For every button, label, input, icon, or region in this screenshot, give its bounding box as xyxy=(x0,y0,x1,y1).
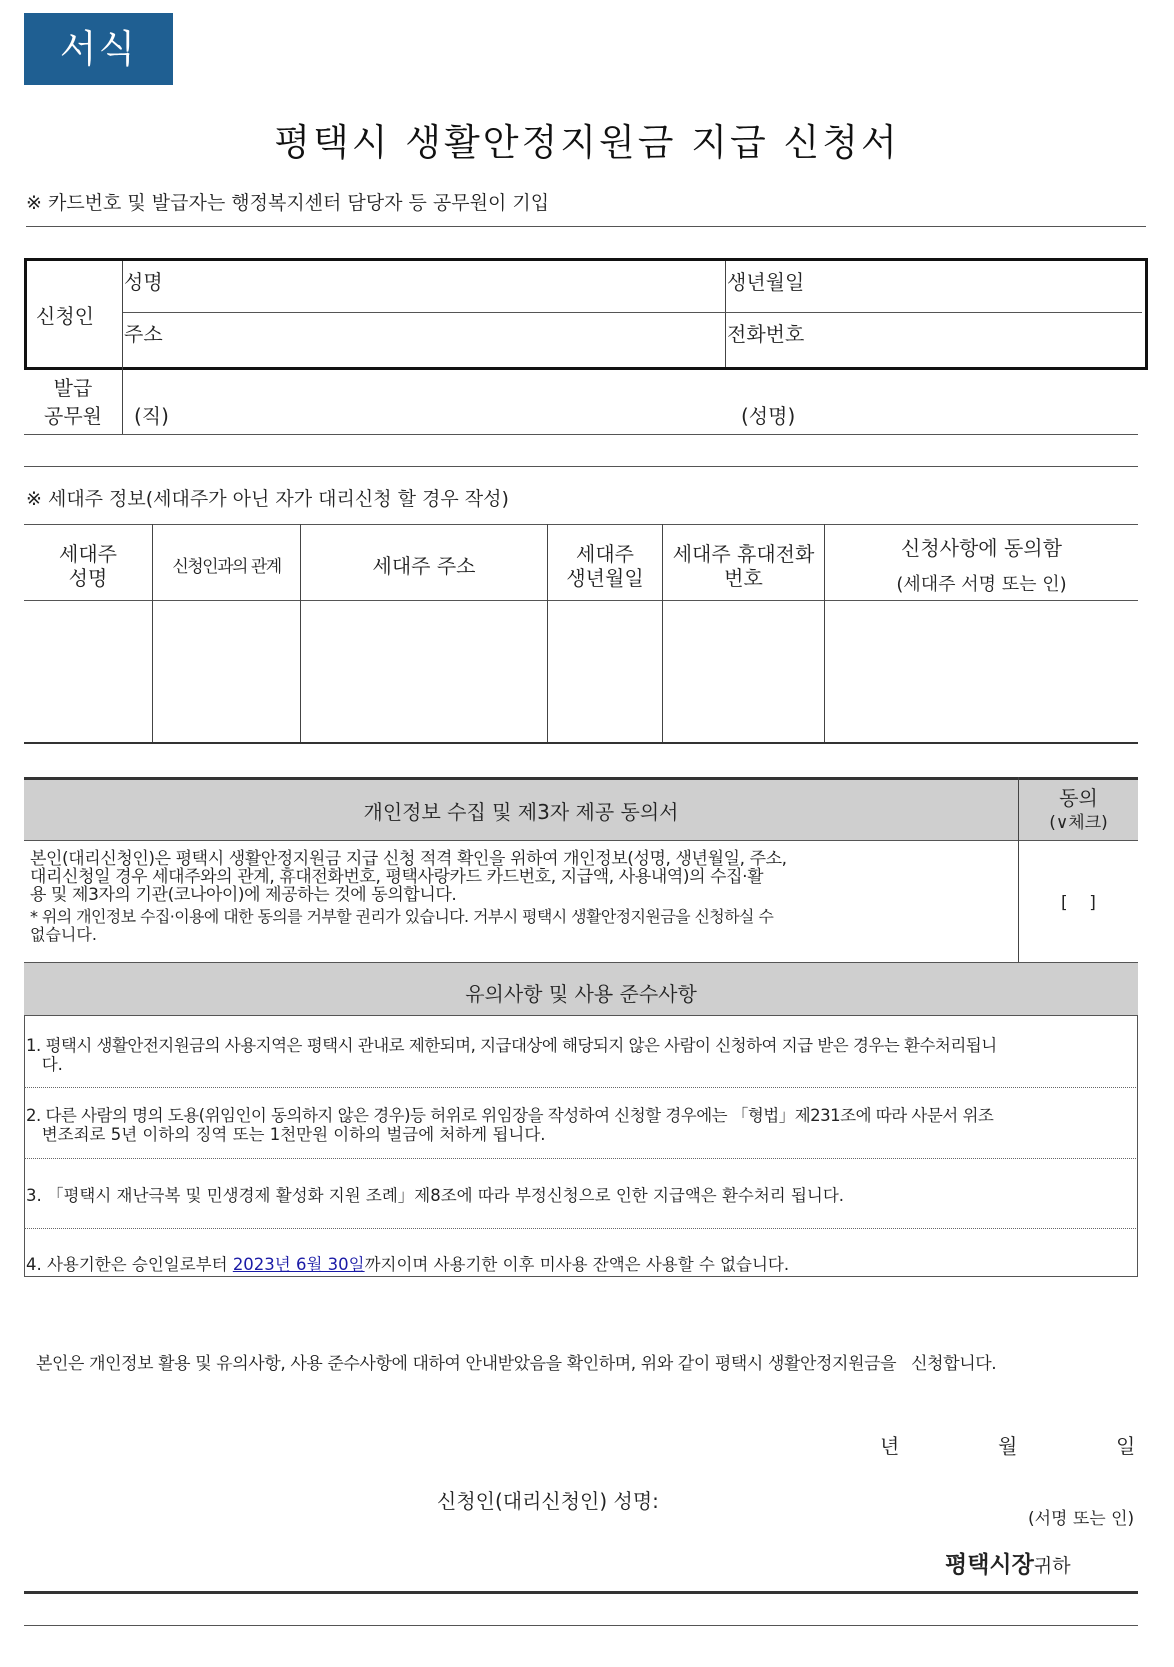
householder-signature-input[interactable] xyxy=(825,602,1138,742)
col-householder-name-1: 세대주 xyxy=(59,542,117,566)
consent-check-header-1: 동의 xyxy=(1059,786,1098,810)
phone-field-label[interactable]: 전화번호 xyxy=(727,322,805,346)
applicant-label: 신청인 xyxy=(36,304,94,328)
recipient-mayor: 평택시장 xyxy=(945,1552,1034,1578)
household-note: ※ 세대주 정보(세대주가 아닌 자가 대리신청 할 경우 작성) xyxy=(26,488,509,510)
householder-birth-input[interactable] xyxy=(548,602,662,742)
recipient-suffix: 귀하 xyxy=(1033,1555,1071,1577)
consent-text-2: 대리신청일 경우 세대주와의 관계, 휴대전화번호, 평택사랑카드 카드번호, 지급액, 사용내역)의 수집·활 xyxy=(30,867,764,887)
householder-address-input[interactable] xyxy=(301,602,547,742)
relationship-input[interactable] xyxy=(153,602,300,742)
col-householder-phone-1: 세대주 휴대전화 xyxy=(672,542,815,566)
col-householder-birth-2: 생년월일 xyxy=(566,566,644,590)
consent-text-5: 없습니다. xyxy=(30,925,97,944)
signature-label[interactable]: 신청인(대리신청인) 성명: xyxy=(437,1489,659,1513)
top-note: ※ 카드번호 및 발급자는 행정복지센터 담당자 등 공무원이 기입 xyxy=(26,192,550,214)
form-badge: 서식 xyxy=(24,13,173,85)
date-day[interactable]: 일 xyxy=(1116,1434,1136,1458)
usage-deadline-date: 2023년 6월 30일 xyxy=(232,1255,365,1274)
page-title: 평택시 생활안정지원금 지급 신청서 xyxy=(274,121,900,164)
col-householder-phone-2: 번호 xyxy=(724,566,763,590)
consent-text-3: 용 및 제3자의 기관(코나아이)에 제공하는 것에 동의합니다. xyxy=(30,885,457,905)
date-month[interactable]: 월 xyxy=(998,1434,1018,1458)
consent-checkbox[interactable]: [ ] xyxy=(1061,893,1096,913)
signature-hint: (서명 또는 인) xyxy=(1028,1509,1135,1529)
address-field-label[interactable]: 주소 xyxy=(124,322,163,346)
caution-4 xyxy=(26,1255,1134,1274)
applicant-box xyxy=(24,258,1148,370)
caution-1-line2: 다. xyxy=(26,1055,63,1074)
col-consent-2: (세대주 서명 또는 인) xyxy=(896,574,1067,595)
caution-1-line1: 1. 평택시 생활안전지원금의 사용지역은 평택시 관내로 제한되며, 지급대상에 해당되지 않은 사람이 신청하여 지급 받은 경우는 환수처리됩니 xyxy=(26,1036,997,1055)
divider xyxy=(26,226,1146,227)
caution-2-line2: 변조죄로 5년 이하의 징역 또는 1천만원 이하의 벌금에 처하게 됩니다. xyxy=(26,1125,546,1144)
col-householder-name-2: 성명 xyxy=(68,566,108,590)
issuer-name[interactable]: (성명) xyxy=(741,404,796,428)
col-householder-birth-1: 세대주 xyxy=(576,542,634,566)
col-relationship: 신청인과의 관계 xyxy=(172,557,281,577)
name-field-label[interactable]: 성명 xyxy=(124,270,163,294)
caution-4-prefix: 4. 사용기한은 승인일로부터 xyxy=(26,1255,233,1274)
consent-text-1: 본인(대리신청인)은 평택시 생활안정지원금 지급 신청 적격 확인을 위하여 개인정보(성명, 생년월일, 주소, xyxy=(30,849,787,869)
consent-header: 개인정보 수집 및 제3자 제공 동의서 xyxy=(363,800,679,824)
caution-3: 3. 「평택시 재난극복 및 민생경제 활성화 지원 조례」제8조에 따라 부정신청으로 인한 지급액은 환수처리 됩니다. xyxy=(26,1186,845,1205)
householder-phone-input[interactable] xyxy=(663,602,824,742)
birth-field-label[interactable]: 생년월일 xyxy=(727,270,805,294)
householder-name-input[interactable] xyxy=(24,602,152,742)
col-consent-1: 신청사항에 동의함 xyxy=(901,536,1062,560)
consent-check-header-2: (∨체크) xyxy=(1049,813,1108,833)
date-year[interactable]: 년 xyxy=(880,1434,900,1458)
issuer-label-1: 발급 xyxy=(53,376,93,400)
caution-4-suffix: 까지이며 사용기한 이후 미사용 잔액은 사용할 수 없습니다. xyxy=(364,1255,790,1274)
confirmation-statement: 본인은 개인정보 활용 및 유의사항, 사용 준수사항에 대하여 안내받았음을 확인하며, 위와 같이 평택시 생활안정지원금을 신청합니다. xyxy=(36,1354,997,1374)
col-householder-address: 세대주 주소 xyxy=(372,554,476,578)
issuer-label-2: 공무원 xyxy=(44,404,102,428)
caution-2-line1: 2. 다른 사람의 명의 도용(위임인이 동의하지 않은 경우)등 허위로 위임장을 작성하여 신청할 경우에는 「형법」제231조에 따라 사문서 위조 xyxy=(26,1106,994,1125)
issuer-position[interactable]: (직) xyxy=(134,404,169,428)
recipient xyxy=(945,1546,1071,1579)
consent-text-4: * 위의 개인정보 수집·이용에 대한 동의를 거부할 권리가 있습니다. 거부시 평택시 생활안정지원금을 신청하실 수 xyxy=(30,907,774,926)
cautions-header: 유의사항 및 사용 준수사항 xyxy=(465,982,697,1006)
